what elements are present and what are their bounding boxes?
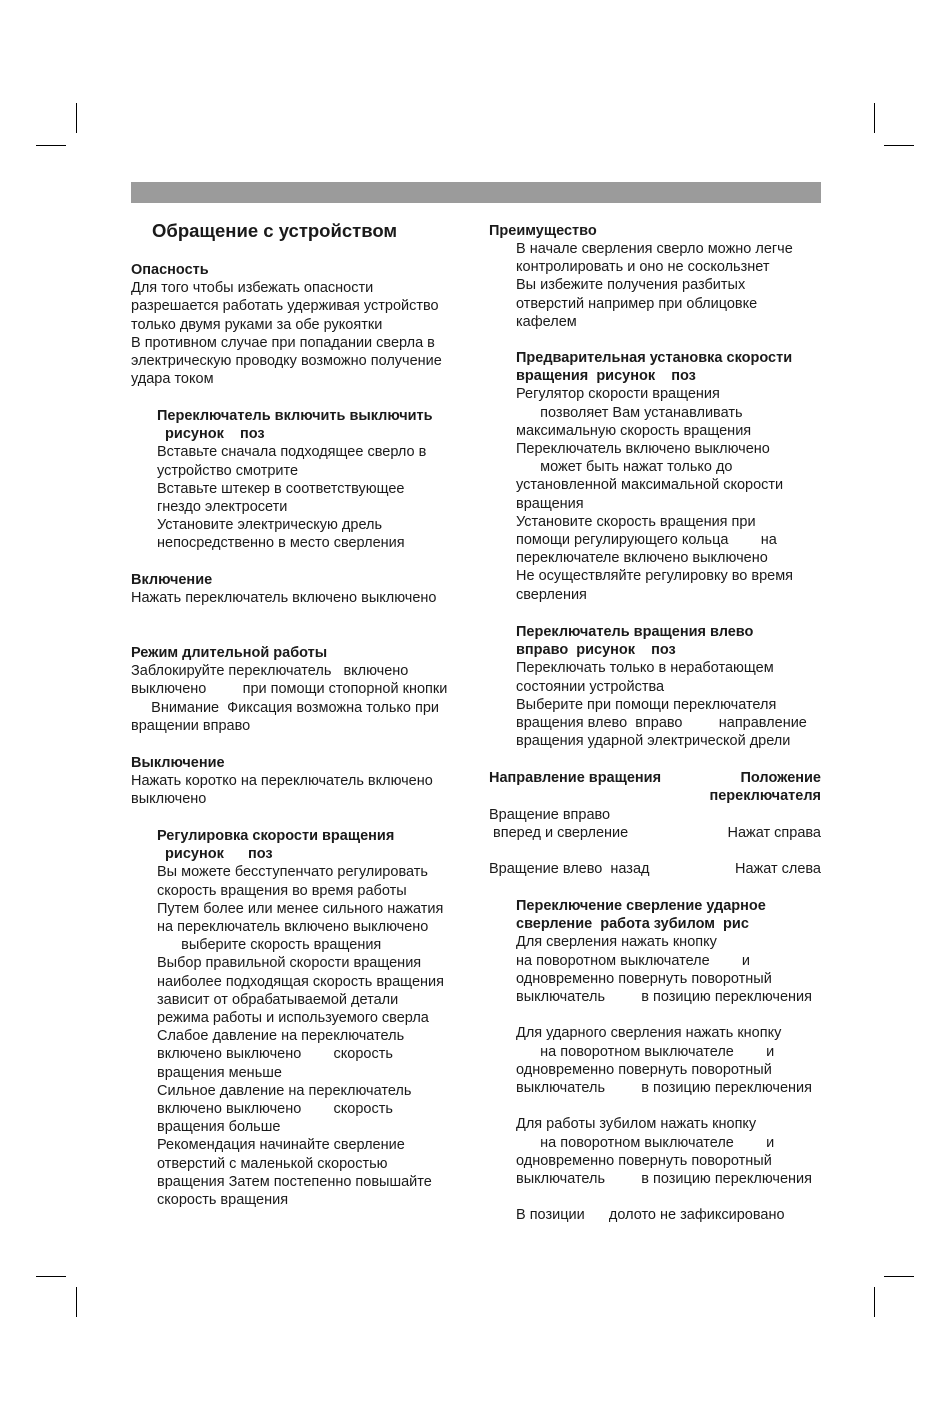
text-line: может быть нажат только до xyxy=(516,459,733,476)
left-column-off xyxy=(131,754,433,809)
text-line: Сильное давление на переключатель xyxy=(157,1082,412,1099)
text-line: Рекомендация начинайте сверление xyxy=(157,1137,405,1154)
crop-mark xyxy=(36,145,66,146)
text-line: вращения Затем постепенно повышайте xyxy=(157,1173,432,1190)
right-column-mode xyxy=(516,897,812,1225)
text-line: включено выключено скорость xyxy=(157,1046,393,1063)
text-line: одновременно повернуть поворотный xyxy=(516,1061,772,1078)
text-line: непосредственно в место сверления xyxy=(157,535,405,552)
on-heading: Включение xyxy=(131,572,213,588)
text-line: отверстий с маленькой скоростью xyxy=(157,1155,388,1172)
text-line: максимальную скорость вращения xyxy=(516,422,752,439)
preset-heading: вращения рисунок поз xyxy=(516,368,696,385)
text-line: на переключатель включено выключено xyxy=(157,919,429,936)
crop-mark xyxy=(874,103,875,133)
right-column-preset xyxy=(516,349,793,604)
text-line: выключено при помощи стопорной кнопки xyxy=(131,681,448,698)
table-header xyxy=(489,769,821,806)
spacer xyxy=(516,1097,812,1115)
text-line: позволяет Вам устанавливать xyxy=(516,404,743,421)
crop-mark xyxy=(874,1287,875,1317)
text-line: вращения влево вправо направление xyxy=(516,715,807,732)
text-line: переключателе включено выключено xyxy=(516,550,768,567)
mode-heading: сверление работа зубилом рис xyxy=(516,916,749,933)
table-cell-position: Нажат справа xyxy=(727,825,821,842)
page-title: Обращение с устройством xyxy=(152,220,398,241)
right-column-advantage-body xyxy=(516,240,793,331)
text-line: Переключать только в неработающем xyxy=(516,660,774,677)
text-line: Выберите при помощи переключателя xyxy=(516,696,777,713)
text-line: Для ударного сверления нажать кнопку xyxy=(516,1025,782,1042)
reverse-heading: Переключатель вращения влево xyxy=(516,624,754,640)
text-line: выключатель в позицию переключения xyxy=(516,989,812,1006)
off-heading: Выключение xyxy=(131,755,225,771)
text-line: скорость вращения xyxy=(157,1192,289,1209)
text-line: Переключатель включено выключено xyxy=(516,441,770,458)
text-line: Установите скорость вращения при xyxy=(516,513,756,530)
text-line: наиболее подходящая скорость вращения xyxy=(157,973,444,990)
crop-mark xyxy=(36,1276,66,1277)
text-line: гнездо электросети xyxy=(157,499,288,516)
text-line: состоянии устройства xyxy=(516,678,665,695)
left-column-on xyxy=(131,571,436,607)
table-cell-position: Нажат слева xyxy=(734,861,821,877)
text-line: Для работы зубилом нажать кнопку xyxy=(516,1116,757,1133)
text-line: кафелем xyxy=(516,313,577,330)
text-line: контролировать и оно не соскользнет xyxy=(516,259,770,276)
preset-heading: Предварительная установка скорости xyxy=(516,350,793,366)
table-cell-direction xyxy=(489,806,628,842)
text-line: устройство смотрите xyxy=(157,462,299,479)
spacer xyxy=(516,1006,812,1024)
left-column-continuous xyxy=(131,644,447,735)
crop-mark xyxy=(884,145,914,146)
text-line: сверления xyxy=(516,586,587,603)
text-line: одновременно повернуть поворотный xyxy=(516,1152,772,1169)
text-line: электрическую проводку возможно получение xyxy=(131,353,442,370)
table-cell-line: Вращение вправо xyxy=(489,807,611,823)
text-line: одновременно повернуть поворотный xyxy=(516,970,772,987)
right-column-reverse xyxy=(516,623,807,750)
table-col-position-line: переключателя xyxy=(709,788,821,805)
text-line: Для сверления нажать кнопку xyxy=(516,934,717,951)
text-line: помощи регулирующего кольца на xyxy=(516,532,777,549)
text-line: Внимание Фиксация возможна только при xyxy=(131,699,440,716)
text-line: только двумя руками за обе рукоятки xyxy=(131,316,383,333)
text-line: Заблокируйте переключатель включено xyxy=(131,663,409,680)
crop-mark xyxy=(76,1287,77,1317)
text-line: Регулятор скорости вращения xyxy=(516,386,720,403)
text-line: Вы можете бесступенчато регулировать xyxy=(157,864,428,881)
reverse-heading: вправо рисунок поз xyxy=(516,642,676,659)
text-line: вращения ударной электрической дрели xyxy=(516,733,791,750)
table-cell-direction: Вращение влево назад xyxy=(489,861,650,877)
text-line: вращения больше xyxy=(157,1119,281,1136)
left-column-danger xyxy=(131,261,442,388)
text-line: вращения меньше xyxy=(157,1064,282,1081)
text-line: Установите электрическую дрель xyxy=(157,517,383,534)
text-line: на поворотном выключателе и xyxy=(516,1043,775,1060)
text-line: режима работы и используемого сверла xyxy=(157,1010,429,1027)
text-line: Нажать переключатель включено выключено xyxy=(131,590,437,607)
spacer xyxy=(516,1188,812,1206)
text-line: на поворотном выключателе и xyxy=(516,1134,775,1151)
table-row xyxy=(489,860,821,878)
text-line: Выбор правильной скорости вращения xyxy=(157,955,422,972)
text-line: удара током xyxy=(131,371,214,388)
table-col-position xyxy=(709,769,821,805)
table-col-position-line: Положение xyxy=(740,770,821,786)
text-line: на поворотном выключателе и xyxy=(516,952,751,969)
table-col-direction: Направление вращения xyxy=(489,770,662,786)
text-line: Вставьте сначала подходящее сверло в xyxy=(157,444,427,461)
text-line: Для того чтобы избежать опасности xyxy=(131,280,374,297)
speed-heading: Регулировка скорости вращения xyxy=(157,828,395,844)
text-line: Вы избежите получения разбитых xyxy=(516,277,746,294)
crop-mark xyxy=(884,1276,914,1277)
table-cell-line: вперед и сверление xyxy=(489,825,629,842)
right-column-advantage xyxy=(489,222,597,240)
text-line: В начале сверления сверло можно легче xyxy=(516,241,793,257)
text-line: зависит от обрабатываемой детали xyxy=(157,991,399,1008)
text-line: Нажать коротко на переключатель включено xyxy=(131,773,433,790)
danger-heading: Опасность xyxy=(131,262,209,278)
crop-mark xyxy=(76,103,77,133)
text-line: выключатель в позицию переключения xyxy=(516,1171,812,1188)
continuous-heading: Режим длительной работы xyxy=(131,645,328,661)
text-line: Не осуществляйте регулировку во время xyxy=(516,568,794,585)
text-line: установленной максимальной скорости xyxy=(516,477,784,494)
text-line: Вставьте штекер в соответствующее xyxy=(157,480,405,497)
left-column-speed xyxy=(157,827,444,1209)
text-line: вращении вправо xyxy=(131,717,251,734)
text-line: В позиции долото не зафиксировано xyxy=(516,1207,785,1224)
text-line: выберите скорость вращения xyxy=(157,937,382,954)
switch-heading: рисунок поз xyxy=(157,426,265,443)
advantage-heading: Преимущество xyxy=(489,223,597,239)
speed-heading: рисунок поз xyxy=(157,846,273,863)
header-bar xyxy=(131,182,821,203)
switch-heading: Переключатель включить выключить xyxy=(157,408,433,424)
text-line: разрешается работать удерживая устройство xyxy=(131,298,439,315)
left-column-switch xyxy=(157,407,433,553)
text-line: В противном случае при попадании сверла в xyxy=(131,334,435,351)
text-line: Слабое давление на переключатель xyxy=(157,1028,405,1045)
table-row xyxy=(489,806,821,843)
text-line: отверстий например при облицовке xyxy=(516,295,758,312)
text-line: выключатель в позицию переключения xyxy=(516,1080,812,1097)
mode-heading: Переключение сверление ударное xyxy=(516,898,766,914)
text-line: скорость вращения во время работы xyxy=(157,882,407,899)
text-line: вращения xyxy=(516,495,584,512)
text-line: выключено xyxy=(131,791,207,808)
text-line: включено выключено скорость xyxy=(157,1101,393,1118)
text-line: Путем более или менее сильного нажатия xyxy=(157,900,444,917)
